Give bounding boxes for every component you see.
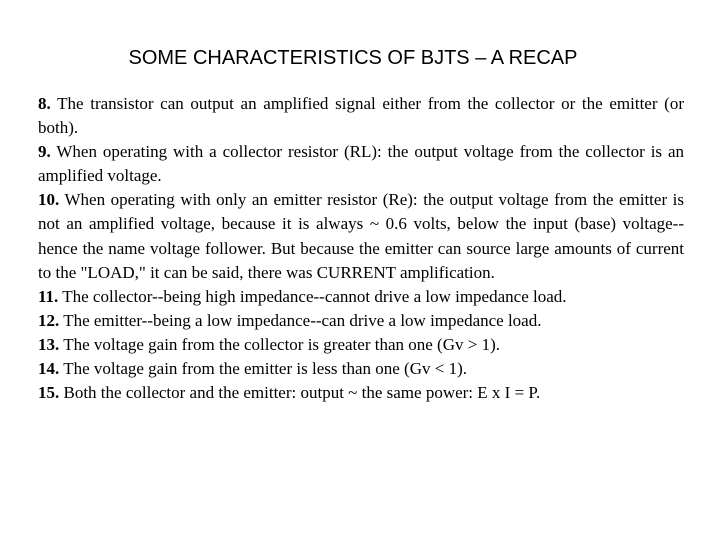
list-item	[38, 357, 684, 381]
item-number: 8.	[38, 94, 51, 113]
list-item	[38, 92, 684, 140]
list-item	[38, 333, 684, 357]
item-text: When operating with only an emitter resistor (Re): the output voltage from the emitter is not an amplified voltage, because it is always ~ 0.6 volts, below the input (base) voltage--hence the name voltage follower. But because the emitter can source large amounts of current to the "LOAD," it can be said, there was CURRENT amplification.	[38, 190, 684, 282]
item-text: The collector--being high impedance--cannot drive a low impedance load.	[58, 286, 567, 306]
item-text: The transistor can output an amplified signal either from the collector or the emitter (or both).	[38, 94, 684, 138]
item-number: 13.	[38, 334, 60, 354]
list-item	[38, 285, 684, 309]
item-number: 10.	[38, 190, 60, 210]
item-number: 15.	[38, 383, 60, 403]
item-number: 14.	[38, 359, 60, 379]
item-text: The voltage gain from the collector is greater than one (Gv > 1).	[59, 334, 500, 354]
slide-title: SOME CHARACTERISTICS OF BJTS – A RECAP	[128, 47, 578, 69]
slide-body	[38, 92, 684, 405]
item-number: 12.	[38, 310, 60, 330]
item-text: The emitter--being a low impedance--can drive a low impedance load.	[59, 310, 542, 330]
item-number: 9.	[38, 142, 51, 162]
item-number: 11.	[38, 286, 59, 306]
list-item	[38, 140, 684, 188]
list-item	[38, 381, 684, 405]
item-text: Both the collector and the emitter: output ~ the same power: E x I = P.	[59, 383, 541, 403]
list-item	[38, 188, 684, 284]
item-text: The voltage gain from the emitter is less than one (Gv < 1).	[59, 359, 467, 379]
list-item	[38, 309, 684, 333]
item-text: When operating with a collector resistor (RL): the output voltage from the collector is an amplified voltage.	[38, 142, 684, 186]
